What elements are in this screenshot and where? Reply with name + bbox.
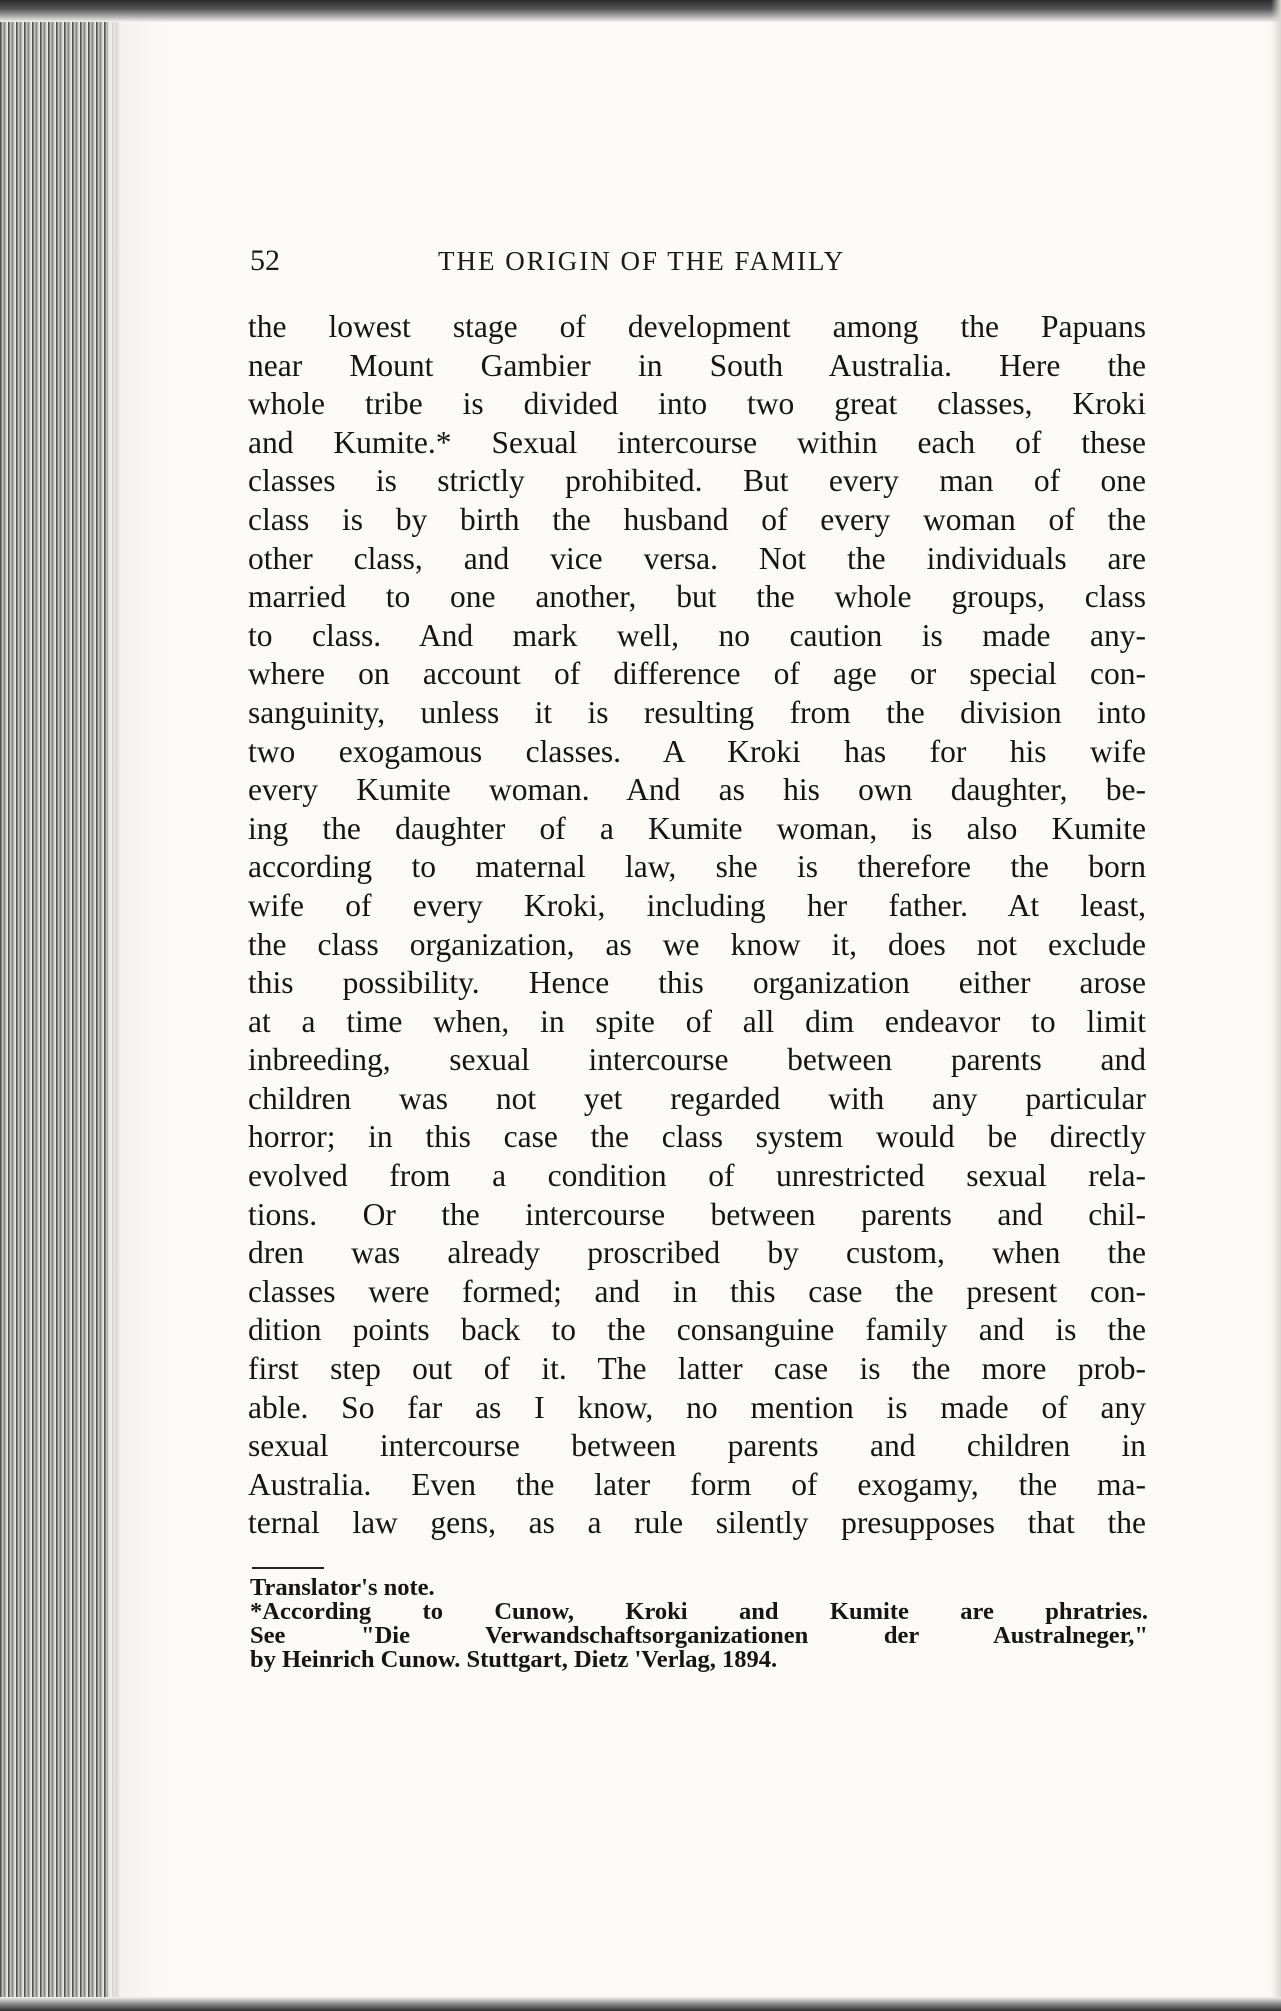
running-head: THE ORIGIN OF THE FAMILY — [438, 246, 846, 276]
page-header — [250, 244, 1150, 284]
text-line: this possibility. Hence this organization either arose — [248, 965, 1146, 1001]
bottom-edge-shadow — [0, 1997, 1281, 2011]
footnote-divider — [252, 1567, 324, 1569]
body-text — [248, 308, 1146, 1543]
text-line: ternal law gens, as a rule silently presupposes that the — [248, 1505, 1146, 1541]
text-line: to class. And mark well, no caution is made any- — [248, 617, 1146, 653]
footnote-line: *According to Cunow, Kroki and Kumite are phratries. — [250, 1598, 1148, 1625]
footnote-line: See "Die Verwandschaftsorganizationen der Australneger," — [250, 1622, 1148, 1649]
text-line: wife of every Kroki, including her father. At least, — [248, 887, 1146, 923]
text-line: class is by birth the husband of every woman of the — [248, 501, 1146, 537]
gutter-fade — [108, 0, 168, 2011]
text-line: classes is strictly prohibited. But every man of one — [248, 463, 1146, 499]
text-line: children was not yet regarded with any particular — [248, 1080, 1146, 1116]
text-line: evolved from a condition of unrestricted sexual rela- — [248, 1158, 1146, 1194]
text-line: the lowest stage of development among the Papuans — [248, 309, 1146, 344]
text-line: sanguinity, unless it is resulting from the division into — [248, 694, 1146, 730]
footnote-label: Translator's note. — [250, 1574, 435, 1601]
right-edge-shadow — [1271, 0, 1281, 2011]
text-line: Australia. Even the later form of exogamy, the ma- — [248, 1466, 1146, 1502]
text-line: sexual intercourse between parents and children in — [248, 1428, 1146, 1464]
footnotes — [250, 1576, 1148, 1672]
top-edge-shadow — [0, 0, 1281, 22]
footnote-line: by Heinrich Cunow. Stuttgart, Dietz 'Verlag, 1894. — [250, 1646, 778, 1673]
text-line: according to maternal law, she is therefore the born — [248, 849, 1146, 885]
text-line: other class, and vice versa. Not the individuals are — [248, 540, 1146, 576]
book-spine-shadow — [0, 0, 120, 2011]
text-line: dren was already proscribed by custom, when the — [248, 1235, 1146, 1271]
text-line: whole tribe is divided into two great classes, Kroki — [248, 386, 1146, 422]
text-line: and Kumite.* Sexual intercourse within each of these — [248, 424, 1146, 460]
text-line: tions. Or the intercourse between parents and chil- — [248, 1196, 1146, 1232]
text-line: two exogamous classes. A Kroki has for his wife — [248, 733, 1146, 769]
text-line: ing the daughter of a Kumite woman, is also Kumite — [248, 810, 1146, 846]
text-line: classes were formed; and in this case the present con- — [248, 1273, 1146, 1309]
text-line: every Kumite woman. And as his own daughter, be- — [248, 772, 1146, 808]
text-line: inbreeding, sexual intercourse between parents and — [248, 1042, 1146, 1078]
text-line: where on account of difference of age or special con- — [248, 656, 1146, 692]
page-number: 52 — [250, 244, 280, 277]
text-line: married to one another, but the whole groups, class — [248, 579, 1146, 615]
text-line: able. So far as I know, no mention is made of any — [248, 1389, 1146, 1425]
text-line: dition points back to the consanguine family and is the — [248, 1312, 1146, 1348]
text-line: at a time when, in spite of all dim endeavor to limit — [248, 1003, 1146, 1039]
text-line: first step out of it. The latter case is the more prob- — [248, 1351, 1146, 1387]
text-line: near Mount Gambier in South Australia. Here the — [248, 347, 1146, 383]
text-line: the class organization, as we know it, does not exclude — [248, 926, 1146, 962]
text-line: horror; in this case the class system would be directly — [248, 1119, 1146, 1155]
